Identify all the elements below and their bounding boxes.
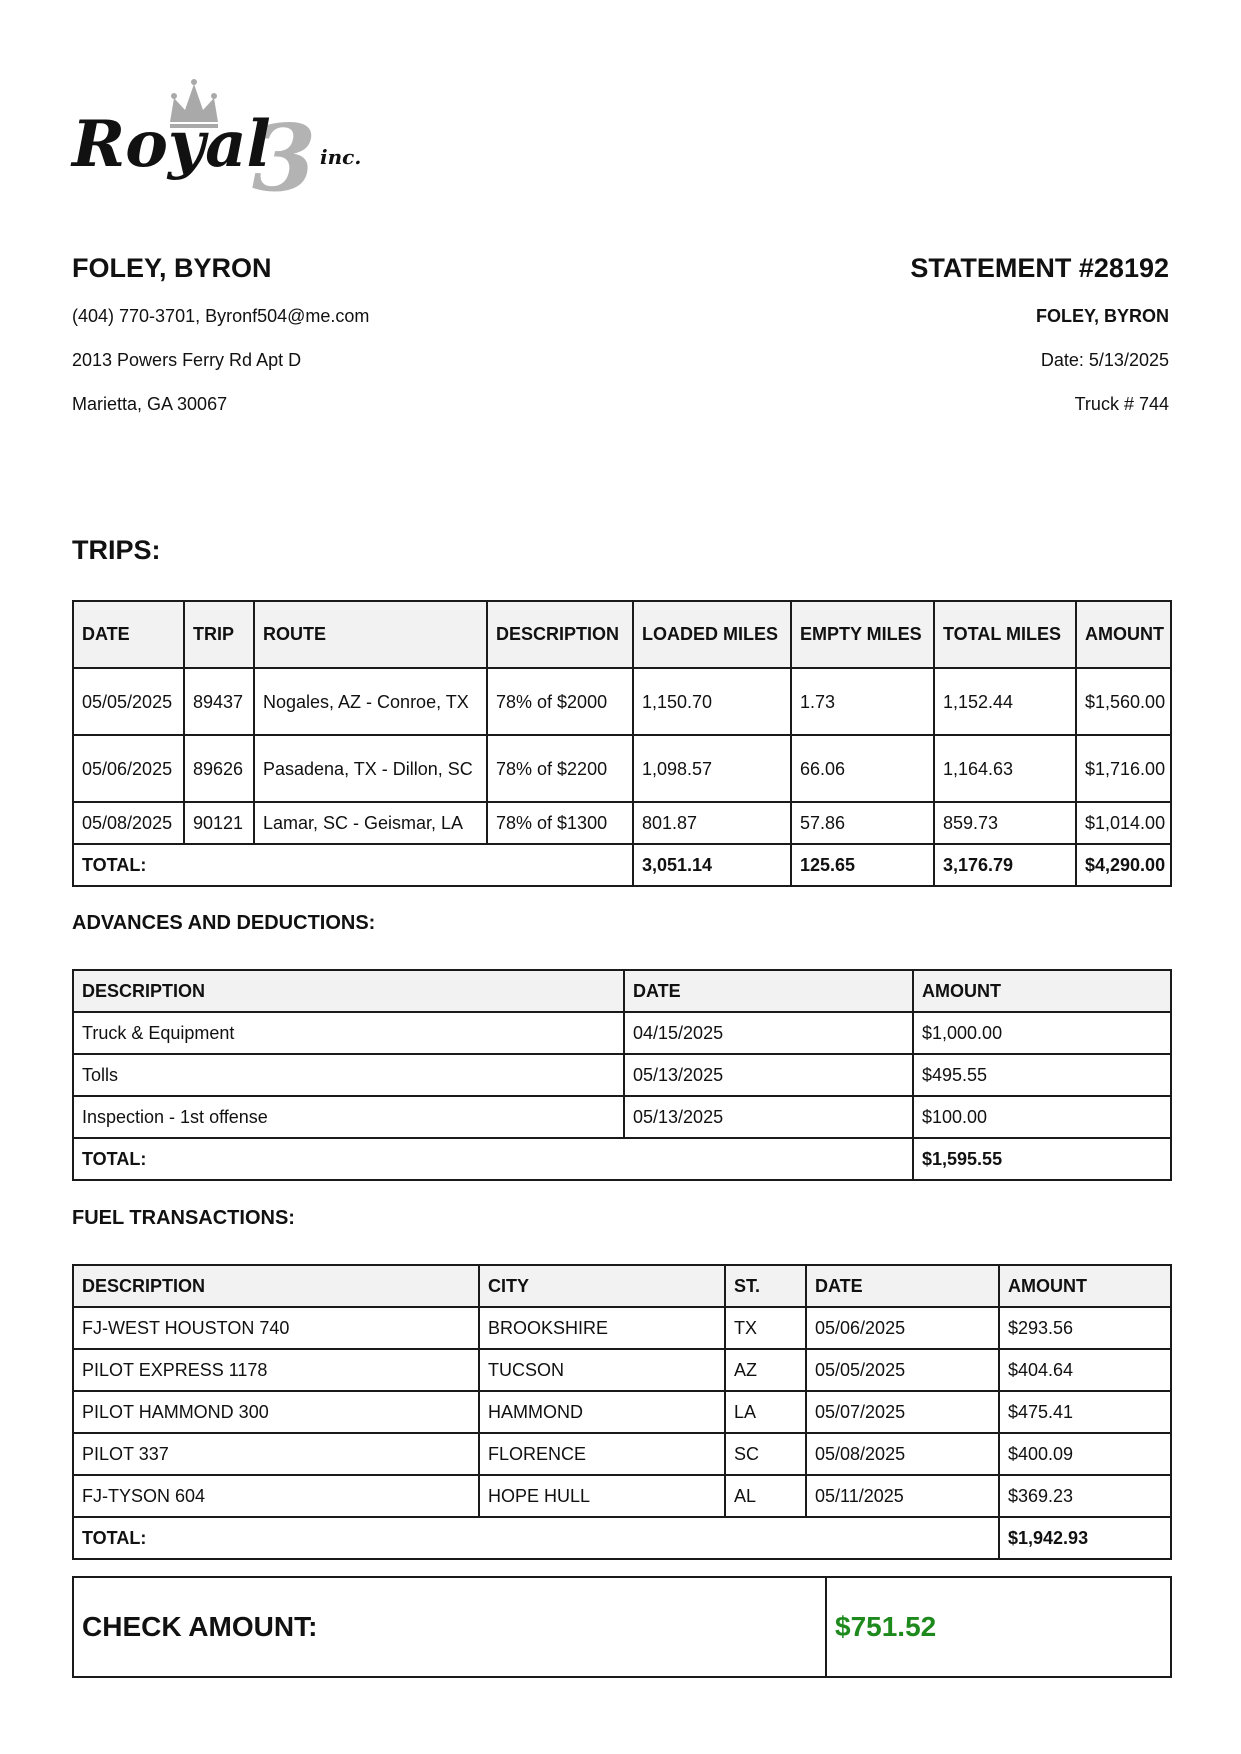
total-loaded-miles: 3,051.14 bbox=[633, 844, 791, 886]
table-total-row bbox=[73, 844, 1171, 886]
fuel-state: TX bbox=[725, 1307, 806, 1349]
column-header: AMOUNT bbox=[1076, 601, 1171, 668]
table-header-row bbox=[73, 1265, 1171, 1307]
total-label: TOTAL: bbox=[73, 844, 633, 886]
column-header: EMPTY MILES bbox=[791, 601, 934, 668]
trip-number: 90121 bbox=[184, 802, 254, 844]
deduction-amount: $1,000.00 bbox=[913, 1012, 1171, 1054]
deduction-date: 04/15/2025 bbox=[624, 1012, 913, 1054]
fuel-city: HAMMOND bbox=[479, 1391, 725, 1433]
total-label: TOTAL: bbox=[73, 1138, 913, 1180]
column-header: AMOUNT bbox=[913, 970, 1171, 1012]
column-header: DATE bbox=[806, 1265, 999, 1307]
trip-total-miles: 1,164.63 bbox=[934, 735, 1076, 802]
trip-description: 78% of $2000 bbox=[487, 668, 633, 735]
driver-address-line2: Marietta, GA 30067 bbox=[72, 394, 228, 414]
table-row bbox=[73, 1012, 1171, 1054]
driver-info bbox=[72, 250, 632, 426]
trips-heading: TRIPS: bbox=[72, 535, 161, 565]
company-logo bbox=[70, 70, 390, 200]
check-amount-label: CHECK AMOUNT: bbox=[73, 1577, 826, 1677]
check-amount-box bbox=[72, 1576, 1172, 1678]
logo-suffix: inc. bbox=[320, 145, 362, 169]
trip-empty-miles: 66.06 bbox=[791, 735, 934, 802]
fuel-city: FLORENCE bbox=[479, 1433, 725, 1475]
deduction-description: Tolls bbox=[73, 1054, 624, 1096]
fuel-city: HOPE HULL bbox=[479, 1475, 725, 1517]
column-header: DESCRIPTION bbox=[73, 1265, 479, 1307]
table-total-row bbox=[73, 1138, 1171, 1180]
trips-table bbox=[72, 600, 1172, 887]
fuel-description: PILOT EXPRESS 1178 bbox=[73, 1349, 479, 1391]
table-row bbox=[73, 1307, 1171, 1349]
fuel-date: 05/07/2025 bbox=[806, 1391, 999, 1433]
fuel-state: SC bbox=[725, 1433, 806, 1475]
fuel-date: 05/06/2025 bbox=[806, 1307, 999, 1349]
trip-amount: $1,560.00 bbox=[1076, 668, 1171, 735]
trip-route: Lamar, SC - Geismar, LA bbox=[254, 802, 487, 844]
fuel-city: BROOKSHIRE bbox=[479, 1307, 725, 1349]
fuel-description: FJ-WEST HOUSTON 740 bbox=[73, 1307, 479, 1349]
trip-route: Pasadena, TX - Dillon, SC bbox=[254, 735, 487, 802]
trip-description: 78% of $1300 bbox=[487, 802, 633, 844]
fuel-description: FJ-TYSON 604 bbox=[73, 1475, 479, 1517]
column-header: CITY bbox=[479, 1265, 725, 1307]
deduction-description: Truck & Equipment bbox=[73, 1012, 624, 1054]
total-amount: $1,942.93 bbox=[999, 1517, 1171, 1559]
driver-address-line1: 2013 Powers Ferry Rd Apt D bbox=[72, 350, 302, 370]
fuel-amount: $293.56 bbox=[999, 1307, 1171, 1349]
total-amount: $4,290.00 bbox=[1076, 844, 1171, 886]
driver-contact: (404) 770-3701, Byronf504@me.com bbox=[72, 306, 370, 326]
table-row bbox=[73, 1096, 1171, 1138]
column-header: LOADED MILES bbox=[633, 601, 791, 668]
trip-amount: $1,716.00 bbox=[1076, 735, 1171, 802]
trip-number: 89437 bbox=[184, 668, 254, 735]
fuel-description: PILOT HAMMOND 300 bbox=[73, 1391, 479, 1433]
total-empty-miles: 125.65 bbox=[791, 844, 934, 886]
table-total-row bbox=[73, 1517, 1171, 1559]
trip-route: Nogales, AZ - Conroe, TX bbox=[254, 668, 487, 735]
trip-amount: $1,014.00 bbox=[1076, 802, 1171, 844]
total-miles: 3,176.79 bbox=[934, 844, 1076, 886]
fuel-table bbox=[72, 1264, 1172, 1560]
fuel-city: TUCSON bbox=[479, 1349, 725, 1391]
fuel-date: 05/08/2025 bbox=[806, 1433, 999, 1475]
deduction-date: 05/13/2025 bbox=[624, 1096, 913, 1138]
table-row bbox=[73, 735, 1171, 802]
fuel-state: LA bbox=[725, 1391, 806, 1433]
table-row bbox=[73, 1054, 1171, 1096]
total-label: TOTAL: bbox=[73, 1517, 999, 1559]
fuel-heading: FUEL TRANSACTIONS: bbox=[72, 1207, 295, 1229]
table-row bbox=[73, 1349, 1171, 1391]
statement-name: FOLEY, BYRON bbox=[1035, 306, 1169, 326]
fuel-description: PILOT 337 bbox=[73, 1433, 479, 1475]
deduction-description: Inspection - 1st offense bbox=[73, 1096, 624, 1138]
column-header: DATE bbox=[73, 601, 184, 668]
column-header: AMOUNT bbox=[999, 1265, 1171, 1307]
total-amount: $1,595.55 bbox=[913, 1138, 1171, 1180]
table-row bbox=[73, 668, 1171, 735]
table-row bbox=[73, 1475, 1171, 1517]
column-header: TRIP bbox=[184, 601, 254, 668]
table-row bbox=[73, 1391, 1171, 1433]
deductions-table bbox=[72, 969, 1172, 1181]
fuel-date: 05/11/2025 bbox=[806, 1475, 999, 1517]
deductions-heading: ADVANCES AND DEDUCTIONS: bbox=[72, 912, 376, 934]
trip-number: 89626 bbox=[184, 735, 254, 802]
logo-wordmark: Royal bbox=[72, 107, 271, 182]
column-header: ROUTE bbox=[254, 601, 487, 668]
check-amount-value: $751.52 bbox=[826, 1577, 1171, 1677]
statement-title: STATEMENT #28192 bbox=[910, 253, 1169, 283]
logo-numeral: 3 bbox=[252, 104, 317, 200]
table-row bbox=[73, 1433, 1171, 1475]
trip-empty-miles: 57.86 bbox=[791, 802, 934, 844]
trip-total-miles: 859.73 bbox=[934, 802, 1076, 844]
trip-loaded-miles: 1,150.70 bbox=[633, 668, 791, 735]
column-header: DESCRIPTION bbox=[487, 601, 633, 668]
fuel-amount: $475.41 bbox=[999, 1391, 1171, 1433]
table-header-row bbox=[73, 970, 1171, 1012]
driver-name: FOLEY, BYRON bbox=[72, 253, 272, 283]
fuel-date: 05/05/2025 bbox=[806, 1349, 999, 1391]
trip-date: 05/05/2025 bbox=[73, 668, 184, 735]
trip-date: 05/06/2025 bbox=[73, 735, 184, 802]
table-row bbox=[73, 802, 1171, 844]
fuel-amount: $369.23 bbox=[999, 1475, 1171, 1517]
column-header: ST. bbox=[725, 1265, 806, 1307]
column-header: TOTAL MILES bbox=[934, 601, 1076, 668]
fuel-amount: $400.09 bbox=[999, 1433, 1171, 1475]
column-header: DATE bbox=[624, 970, 913, 1012]
trip-empty-miles: 1.73 bbox=[791, 668, 934, 735]
trip-loaded-miles: 1,098.57 bbox=[633, 735, 791, 802]
deduction-date: 05/13/2025 bbox=[624, 1054, 913, 1096]
deduction-amount: $100.00 bbox=[913, 1096, 1171, 1138]
fuel-amount: $404.64 bbox=[999, 1349, 1171, 1391]
trip-loaded-miles: 801.87 bbox=[633, 802, 791, 844]
fuel-state: AL bbox=[725, 1475, 806, 1517]
column-header: DESCRIPTION bbox=[73, 970, 624, 1012]
statement-date: Date: 5/13/2025 bbox=[1040, 350, 1169, 370]
trip-total-miles: 1,152.44 bbox=[934, 668, 1076, 735]
trip-description: 78% of $2200 bbox=[487, 735, 633, 802]
table-header-row bbox=[73, 601, 1171, 668]
statement-truck: Truck # 744 bbox=[1074, 394, 1169, 414]
trip-date: 05/08/2025 bbox=[73, 802, 184, 844]
statement-info bbox=[609, 250, 1169, 426]
deduction-amount: $495.55 bbox=[913, 1054, 1171, 1096]
fuel-state: AZ bbox=[725, 1349, 806, 1391]
